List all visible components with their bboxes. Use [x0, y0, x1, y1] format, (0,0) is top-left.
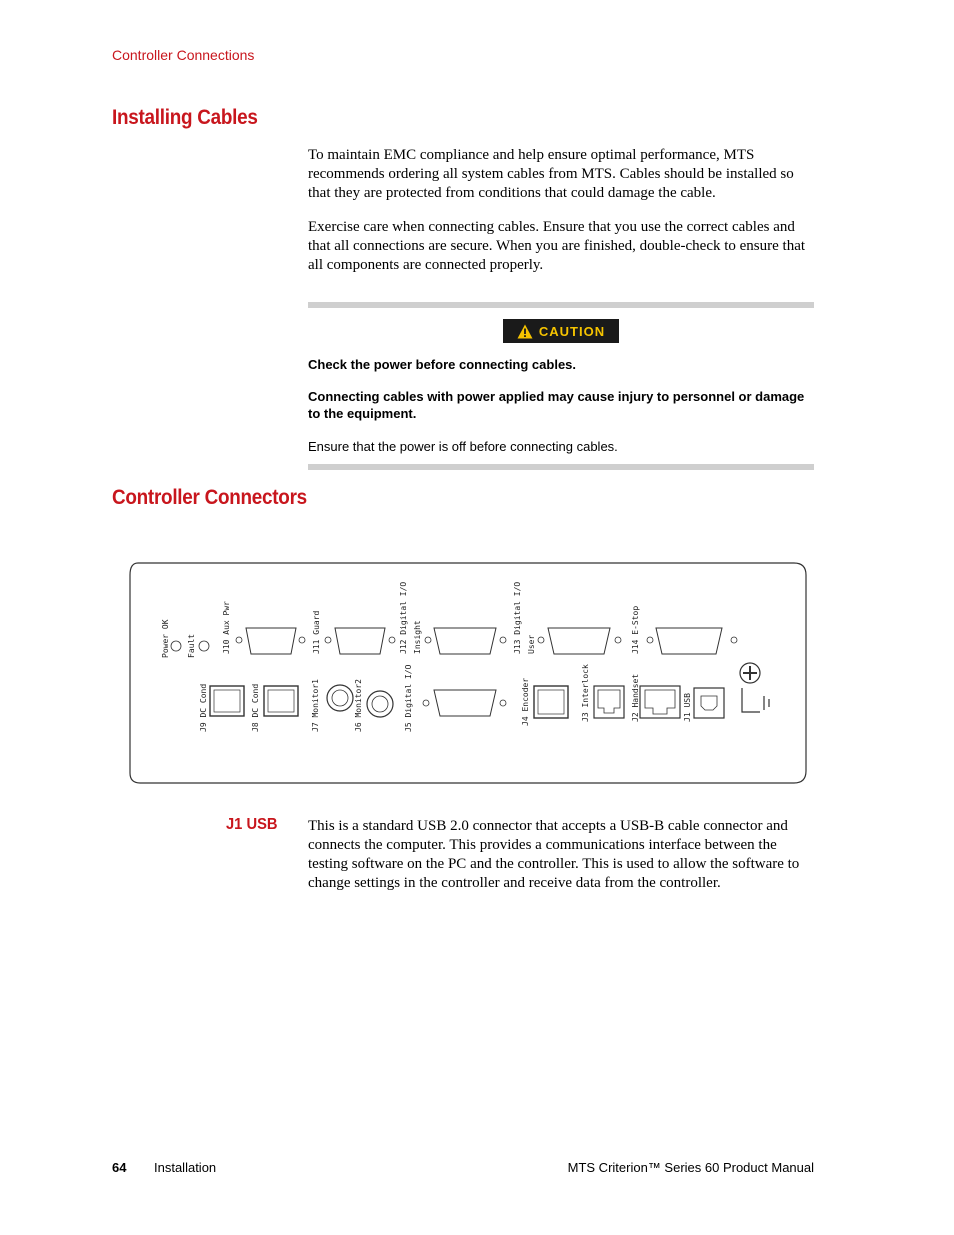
controller-rear-panel-diagram [128, 562, 808, 784]
label-j5: J5 Digital I/O [404, 664, 413, 732]
label-power-ok: Power OK [161, 619, 170, 658]
power-ok-led [171, 641, 181, 651]
j3-connector [581, 664, 624, 722]
label-j13: J13 Digital I/O [513, 581, 522, 654]
label-j14: J14 E-Stop [631, 605, 640, 654]
label-j1: J1 USB [683, 693, 692, 722]
caution-top-rule [308, 302, 814, 308]
caution-bottom-rule [308, 464, 814, 470]
paragraph-emc: To maintain EMC compliance and help ensure optimal performance, MTS recommends ordering all system cables from MTS. Cables should be installed so that they are protected from conditions that could damage the cable. [308, 147, 794, 201]
running-head: Controller Connections [112, 47, 255, 63]
j9-connector [199, 684, 244, 732]
j2-connector [631, 674, 680, 722]
label-fault: Fault [187, 633, 196, 658]
page-number: 64 [112, 1160, 127, 1175]
label-j7: J7 Monitor1 [311, 679, 320, 732]
label-j9: J9 DC Cond [199, 683, 208, 732]
caution-badge [503, 319, 619, 343]
label-j4: J4 Encoder [521, 677, 530, 726]
label-j12-insight: Insight [413, 620, 422, 654]
j13-connector [513, 582, 621, 654]
caution-label: CAUTION [538, 323, 606, 339]
j7-connector [311, 679, 353, 732]
j5-connector [404, 664, 506, 732]
label-j11: J11 Guard [312, 610, 321, 654]
caution-headline: Check the power before connecting cables. [308, 357, 577, 372]
footer-manual-title: MTS Criterion™ Series 60 Product Manual [567, 1160, 814, 1175]
paragraph-care: Exercise care when connecting cables. Ensure that you use the correct cables and that all connections are secure. When you are finished, double-check to ensure that all components are connected properly. [308, 219, 806, 273]
footer-section: Installation [154, 1160, 217, 1175]
label-j10: J10 Aux Pwr [222, 601, 231, 654]
section-title-controller-connectors: Controller Connectors [112, 486, 307, 509]
label-j8: J8 DC Cond [251, 683, 260, 732]
j14-connector [631, 606, 737, 654]
j4-connector [521, 678, 568, 726]
j8-connector [251, 684, 298, 732]
fault-led [199, 641, 209, 651]
caution-risk: Connecting cables with power applied may cause injury to personnel or damage to the equipment. [308, 389, 805, 421]
j12-connector [399, 582, 506, 654]
label-j12: J12 Digital I/O [399, 581, 408, 654]
j6-connector [354, 679, 393, 732]
j1-usb-label: J1 USB [226, 816, 278, 833]
j1-usb-description: This is a standard USB 2.0 connector that accepts a USB-B cable connector and connects the computer. This provides a communications interface between the testing software on the PC and the controller. This is used to allow the software to change settings in the controller and receive data from the controller. [308, 818, 800, 891]
caution-action: Ensure that the power is off before connecting cables. [308, 439, 618, 454]
label-j13-user: User [527, 634, 536, 654]
label-j6: J6 Monitor2 [354, 679, 363, 732]
label-j3: J3 Interlock [581, 664, 590, 722]
label-j2: J2 Handset [631, 673, 640, 722]
section-title-installing-cables: Installing Cables [112, 106, 258, 129]
j1-connector [683, 688, 724, 722]
j10-connector [222, 601, 305, 654]
ground-screw [740, 663, 769, 712]
warning-triangle-icon [517, 324, 533, 339]
j11-connector [312, 610, 395, 654]
